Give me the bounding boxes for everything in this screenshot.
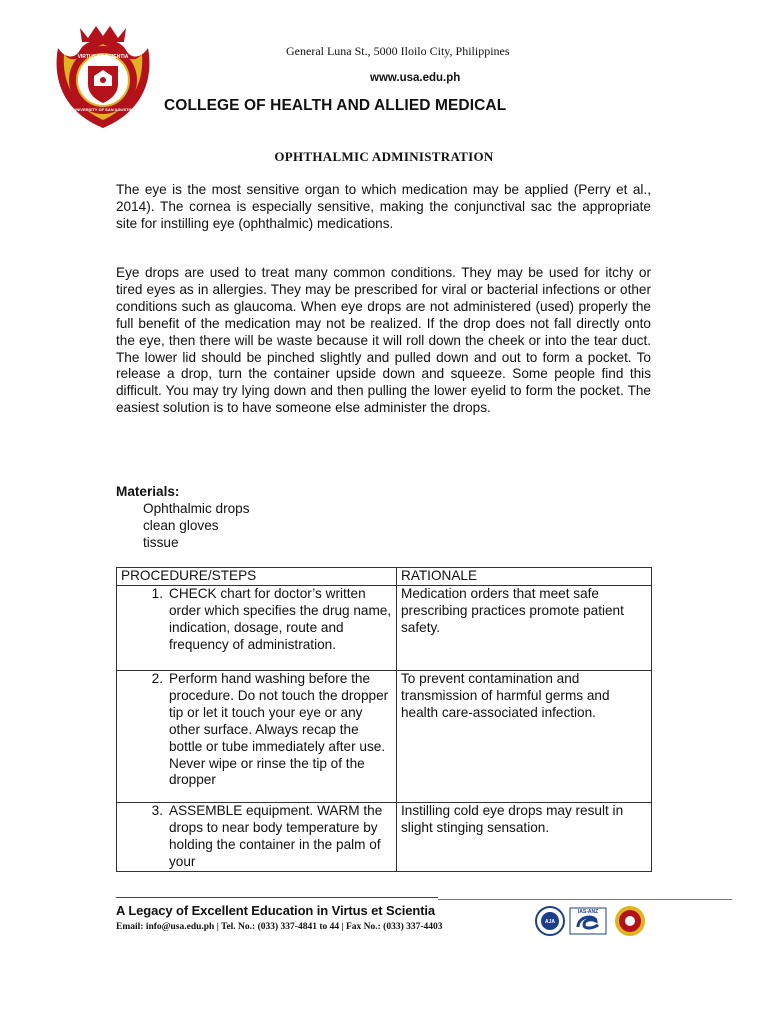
intro-paragraph: The eye is the most sensitive organ to which medication may be applied (Perry et al., 2014). The cornea is especially sensitive, making the conjunctival sac the appropriate site for instilling eye (ophthalmic) medications. — [116, 182, 651, 231]
institution-website-link[interactable]: www.usa.edu.ph — [370, 72, 461, 84]
materials-list — [143, 501, 250, 552]
step-number: 2. — [151, 671, 163, 686]
rationale-cell: Instilling cold eye drops may result in slight stinging sensation. — [397, 803, 652, 872]
table-row — [117, 586, 652, 671]
step-text: ASSEMBLE equipment. WARM the drops to near body temperature by holding the container in the palm of your — [169, 803, 383, 869]
step-number: 1. — [151, 586, 163, 601]
table-row — [117, 803, 652, 872]
step-text: Perform hand washing before the procedure. Do not touch the dropper tip or let it touch your eye or any other surface. Always recap the bottle or tube immediately after use. Never wipe or rinse the tip of the dropper — [169, 671, 389, 788]
footer-divider — [116, 897, 438, 898]
footer-contact-info: Email: info@usa.edu.ph | Tel. No.: (033) 337-4841 to 44 | Fax No.: (033) 337-4403 — [116, 922, 443, 932]
material-item: tissue — [143, 534, 179, 550]
procedure-table — [116, 567, 652, 872]
ias-anz-label: IAS-ANZ — [577, 909, 599, 915]
rationale-header: RATIONALE — [397, 568, 652, 586]
institution-address: General Luna St., 5000 Iloilo City, Philippines — [286, 44, 510, 58]
accreditation-seals — [534, 903, 648, 939]
step-cell — [117, 586, 397, 671]
footer-tagline: A Legacy of Excellent Education in Virtus et Scientia — [116, 903, 436, 918]
step-text: CHECK chart for doctor’s written order which specifies the drug name, indication, dosage, route and frequency of administration. — [169, 586, 392, 652]
material-item: Ophthalmic drops — [143, 501, 250, 516]
rationale-cell: To prevent contamination and transmission of harmful germs and health care-associated infection. — [397, 671, 652, 803]
procedure-header: PROCEDURE/STEPS — [117, 568, 397, 586]
university-logo — [50, 20, 156, 130]
step-cell — [117, 671, 397, 803]
step-cell — [117, 803, 397, 872]
materials-heading: Materials: — [116, 484, 180, 499]
table-header-row — [117, 568, 652, 586]
footer-divider-secondary — [438, 899, 732, 900]
logo-bottom-text: UNIVERSITY OF SAN AGUSTIN — [73, 107, 133, 112]
material-item: clean gloves — [143, 517, 219, 533]
table-row — [117, 671, 652, 803]
logo-top-text: VIRTUS ET SCIENTIA — [77, 54, 129, 60]
document-title: OPHTHALMIC ADMINISTRATION — [274, 149, 494, 164]
aja-seal-icon — [536, 907, 564, 935]
rationale-cell: Medication orders that meet safe prescribing practices promote patient safety. — [397, 586, 652, 671]
ias-anz-seal-icon — [570, 908, 606, 934]
university-seal-icon — [615, 906, 645, 936]
step-number: 3. — [151, 803, 163, 818]
eye-drops-paragraph: Eye drops are used to treat many common conditions. They may be used for itchy or tired eyes as in allergies. They may be prescribed for viral or bacterial infections or other conditions such as glaucoma. When eye drops are not administered (used) properly the full benefit of the medication may not be realized. If the drop does not fall directly onto the eye, then there will be waste because it will roll down the cheek or into the tear duct. The lower lid should be pinched slightly and pulled down and out to form a pocket. To release a drop, turn the container upside down and squeeze. Some people find this difficult. You may try lying down and then pulling the lower eyelid to form the pocket. The easiest solution is to have someone else administer the drops. — [116, 265, 651, 416]
aja-seal-label: AJA — [544, 919, 556, 925]
college-name: COLLEGE OF HEALTH AND ALLIED MEDICAL — [164, 97, 507, 114]
